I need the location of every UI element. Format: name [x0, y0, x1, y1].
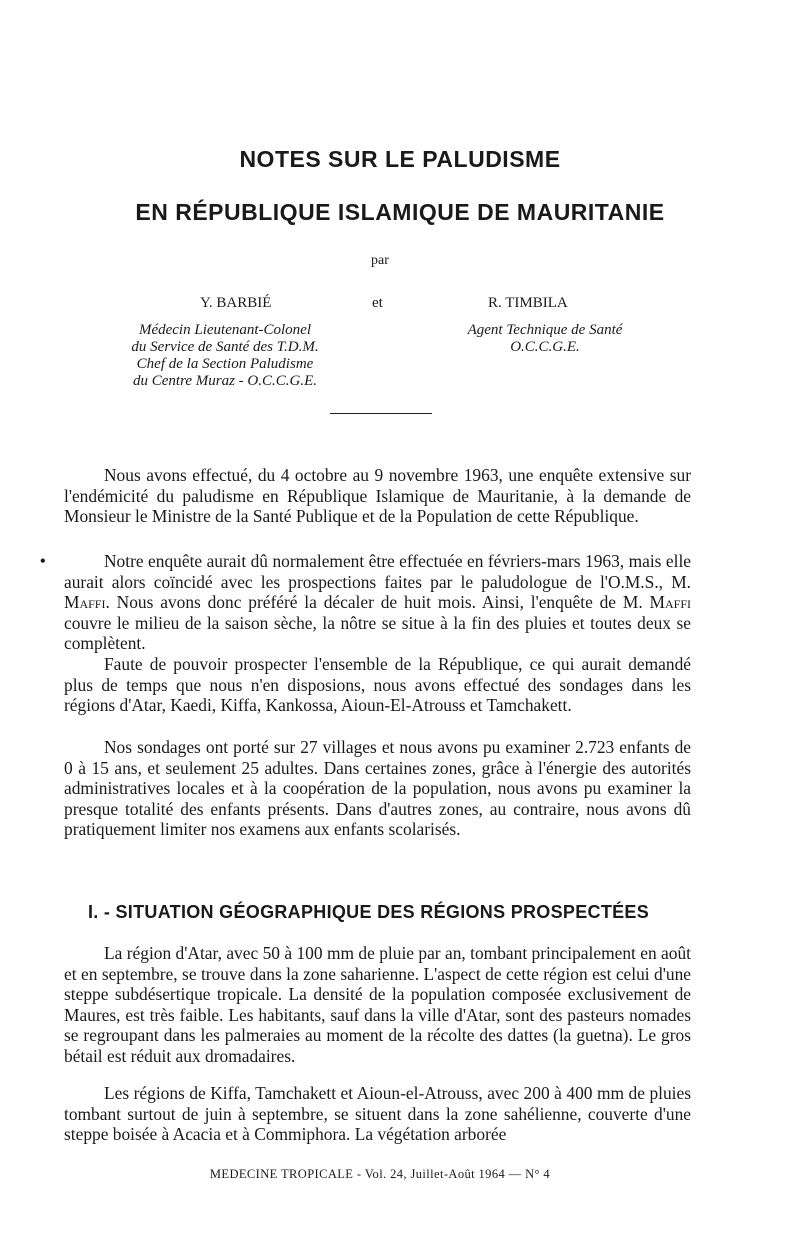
author-reference: Maffi [64, 592, 106, 613]
affiliation-line: Agent Technique de Santé [467, 322, 623, 338]
author-1-name: Y. BARBIÉ [200, 295, 272, 311]
bullet-mark: • [40, 553, 46, 570]
author-reference: Maffi [649, 592, 691, 613]
paragraph-survey-timing [64, 551, 691, 654]
affiliation-line: Médecin Lieutenant-Colonel [138, 322, 312, 338]
journal-footer: MEDECINE TROPICALE - Vol. 24, Juillet-Août 1964 — N° 4 [209, 1167, 551, 1181]
title-line-2: EN RÉPUBLIQUE ISLAMIQUE DE MAURITANIE [135, 199, 665, 225]
byline-et: et [372, 295, 383, 311]
paragraph-text: . Nous avons donc préféré la décaler de huit mois. Ainsi, l'enquête de M. [105, 592, 650, 613]
paragraph-atar: La région d'Atar, avec 50 à 100 mm de pluie par an, tombant principalement en août et en septembre, se trouve dans la zone saharienne. L'aspect de cette région est celui d'une steppe subdésertique tropicale. La densité de la population composée exclusivement de Maures, est très faible. Les habitants, sauf dans la ville d'Atar, sont des pasteurs nomades se regroupant dans les palmeraies au moment de la récolte des dattes (la guetna). Le gros bétail est réduit aux dromadaires. [64, 943, 691, 1066]
paragraph-regions: Faute de pouvoir prospecter l'ensemble de la République, ce qui aurait demandé plus de temps que nous n'en disposions, nous avons effectué des sondages dans les régions d'Atar, Kaedi, Kiffa, Kankossa, Aioun-El-Atrouss et Tamchakett. [64, 654, 691, 716]
affiliation-line: du Centre Muraz - O.C.C.G.E. [132, 373, 318, 389]
paragraph-sahel: Les régions de Kiffa, Tamchakett et Aioun-el-Atrouss, avec 200 à 400 mm de pluies tombant surtout de juin à septembre, se situent dans la zone sahélienne, couverte d'une steppe boisée à Acacia et à Commiphora. La végétation arborée [64, 1083, 691, 1145]
title-line-1: NOTES SUR LE PALUDISME [239, 146, 561, 172]
paragraph-sample: Nos sondages ont porté sur 27 villages et nous avons pu examiner 2.723 enfants de 0 à 15 ans, et seulement 25 adultes. Dans certaines zones, grâce à l'énergie des autorités administratives locales et à la coopération de la population, nous avons pu examiner la presque totalité des enfants présents. Dans d'autres zones, au contraire, nous avons dû pratiquement limiter nos examens aux enfants scolarisés. [64, 737, 691, 840]
affiliation-line: du Service de Santé des T.D.M. [131, 339, 319, 355]
author-2-affiliation [430, 322, 660, 356]
paragraph-text: Notre enquête aurait dû normalement être effectuée en févriers-mars 1963, mais elle aurait alors coïncidé avec les prospections faites par le paludologue de l'O.M.S., M. [64, 551, 691, 592]
byline-par: par [371, 253, 389, 268]
author-2-name: R. TIMBILA [488, 295, 568, 311]
separator-rule [330, 413, 432, 414]
paragraph-text: couvre le milieu de la saison sèche, la nôtre se situe à la fin des pluies et toutes deux se complètent. [64, 612, 691, 654]
author-1-affiliation [100, 322, 350, 390]
section-heading: I. - SITUATION GÉOGRAPHIQUE DES RÉGIONS PROSPECTÉES [88, 902, 650, 922]
affiliation-line: Chef de la Section Paludisme [136, 356, 314, 372]
paragraph-intro: Nous avons effectué, du 4 octobre au 9 novembre 1963, une enquête extensive sur l'endémicité du paludisme en République Islamique de Mauritanie, à la demande de Monsieur le Ministre de la Santé Publique et de la Population de cette République. [64, 465, 691, 527]
affiliation-line: O.C.C.G.E. [510, 339, 580, 355]
